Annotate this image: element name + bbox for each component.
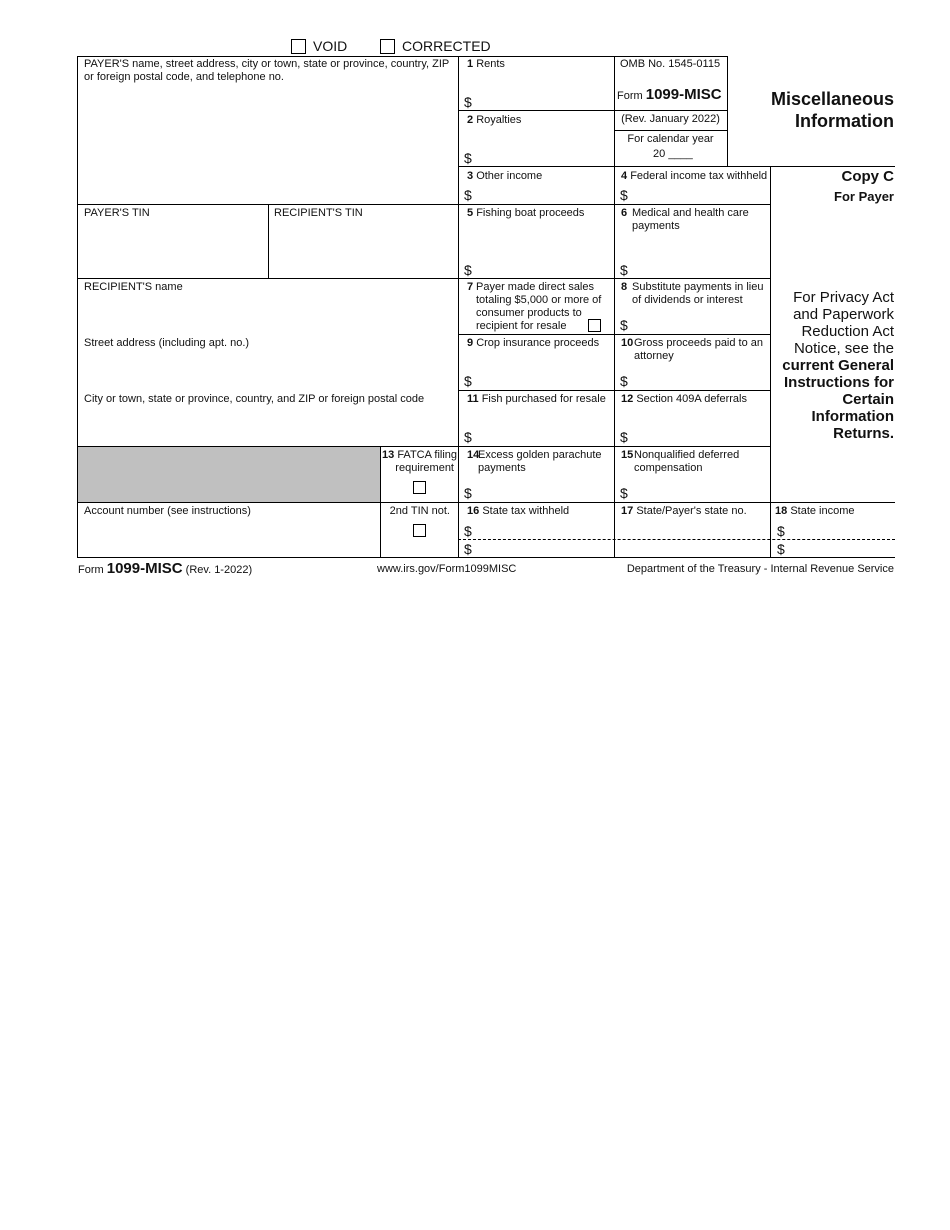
box18-label: 18 State income: [775, 505, 855, 517]
divider-v-614: [614, 56, 615, 558]
box6-dollar: $: [620, 262, 628, 278]
box16-field-2[interactable]: [476, 540, 610, 556]
account-number-label: Account number (see instructions): [84, 505, 251, 517]
recipient-tin-field[interactable]: [270, 220, 456, 276]
box8-substitute-field[interactable]: [632, 314, 766, 332]
street-address-field[interactable]: [80, 352, 456, 390]
box15-nonqualified-field[interactable]: [632, 482, 766, 500]
privacy-line-3: Reduction Act: [801, 323, 894, 340]
box6-medical-field[interactable]: [632, 258, 766, 276]
form-bottom-border: [77, 557, 895, 558]
box16-dollar-1: $: [464, 523, 472, 539]
box7-checkbox[interactable]: [588, 319, 601, 332]
footer-form-id: Form 1099-MISC (Rev. 1-2022): [78, 560, 253, 577]
box2-royalties-field[interactable]: [476, 146, 610, 164]
box2-dollar: $: [464, 150, 472, 166]
divider-v-770: [770, 166, 771, 558]
calendar-year-field[interactable]: [668, 147, 700, 162]
box16-dollar-2: $: [464, 541, 472, 557]
box5-dollar: $: [464, 262, 472, 278]
form-top-border: [77, 56, 728, 57]
omb-number: OMB No. 1545-0115: [620, 58, 721, 70]
privacy-bold-3: Certain: [842, 391, 894, 408]
payer-name-field[interactable]: [80, 86, 456, 202]
payer-tin-field[interactable]: [80, 220, 266, 276]
privacy-line-4: Notice, see the: [793, 340, 894, 357]
copy-label: Copy C: [841, 168, 894, 185]
box18-field-2[interactable]: [789, 540, 893, 556]
city-label: City or town, state or province, country, and ZIP or foreign postal code: [84, 393, 425, 405]
box5-label: 5 Fishing boat proceeds: [467, 207, 585, 219]
box5-fishing-field[interactable]: [476, 258, 610, 276]
divider-v-tin: [268, 204, 269, 279]
box15-dollar: $: [620, 485, 628, 501]
divider-h-110: [458, 110, 728, 111]
box6-label: Medical and health care payments: [632, 207, 749, 232]
box10-num: 10: [621, 337, 634, 349]
box9-crop-field[interactable]: [476, 370, 610, 388]
box1-rents-field[interactable]: [476, 90, 610, 108]
footer-url: www.irs.gov/Form1099MISC: [377, 563, 517, 575]
recipient-name-field[interactable]: [80, 296, 456, 334]
box14-num: 14: [467, 449, 480, 461]
box18-dollar-2: $: [777, 541, 785, 557]
box12-dollar: $: [620, 429, 628, 445]
box10-label: Gross proceeds paid to an attorney: [634, 337, 764, 362]
box11-dollar: $: [464, 429, 472, 445]
recipient-tin-label: RECIPIENT'S TIN: [274, 207, 363, 219]
box11-label: 11 Fish purchased for resale: [467, 393, 606, 405]
box14-dollar: $: [464, 485, 472, 501]
divider-v-458: [458, 56, 459, 558]
box12-409a-field[interactable]: [632, 426, 766, 444]
corrected-checkbox[interactable]: [380, 39, 395, 54]
box17-field-2[interactable]: [618, 540, 766, 556]
box7-label: Payer made direct sales totaling $5,000 or more of consumer products to recipient for resale: [476, 281, 602, 332]
form-rev: (Rev. January 2022): [621, 113, 720, 125]
divider-h-502: [77, 502, 895, 503]
divider-h-390: [458, 390, 770, 391]
privacy-line-2: and Paperwork: [793, 306, 894, 323]
void-label: VOID: [313, 38, 348, 54]
box1-dollar: $: [464, 94, 472, 110]
box16-label: 16 State tax withheld: [467, 505, 570, 517]
box10-dollar: $: [620, 373, 628, 389]
payer-tin-label: PAYER'S TIN: [84, 207, 150, 219]
box15-num: 15: [621, 449, 634, 461]
divider-h-130: [614, 130, 728, 131]
copy-for: For Payer: [834, 189, 894, 204]
tin2-checkbox[interactable]: [413, 524, 426, 537]
box10-attorney-field[interactable]: [632, 370, 766, 388]
box13-label: 13 FATCA filing: [382, 449, 458, 461]
box8-dollar: $: [620, 317, 628, 333]
privacy-bold-4: Information: [811, 408, 894, 425]
box16-field-1[interactable]: [476, 521, 610, 537]
void-checkbox[interactable]: [291, 39, 306, 54]
box17-label: 17 State/Payer's state no.: [621, 505, 747, 517]
footer-department: Department of the Treasury - Internal Revenue Service: [626, 563, 894, 575]
box7-num: 7: [467, 281, 474, 293]
divider-v-727: [727, 56, 728, 166]
box3-dollar: $: [464, 187, 472, 203]
shaded-area: [78, 447, 380, 502]
city-field[interactable]: [80, 408, 456, 444]
box2-label: 2 Royalties: [467, 114, 522, 126]
recipient-name-label: RECIPIENT'S name: [84, 281, 183, 293]
form-title-line1: Miscellaneous: [770, 89, 894, 109]
form-title-small: Form 1099-MISC: [617, 86, 722, 103]
box1-label: 1 Rents: [467, 58, 505, 70]
box8-label: Substitute payments in lieu of dividends or interest: [632, 281, 764, 306]
box4-label: 4 Federal income tax withheld: [621, 170, 768, 182]
box4-federal-tax-field[interactable]: [632, 185, 766, 203]
account-number-field[interactable]: [80, 520, 378, 556]
box6-num: 6: [621, 207, 628, 219]
box14-label: Excess golden parachute payments: [478, 449, 602, 474]
privacy-bold-5: Returns.: [833, 425, 894, 442]
divider-h-166: [458, 166, 895, 167]
privacy-bold-1: current General: [782, 357, 894, 374]
privacy-line-1: For Privacy Act: [793, 289, 894, 306]
box11-fish-field[interactable]: [476, 426, 610, 444]
street-address-label: Street address (including apt. no.): [84, 337, 250, 349]
divider-h-204: [77, 204, 770, 205]
box8-num: 8: [621, 281, 628, 293]
box14-golden-field[interactable]: [476, 482, 610, 500]
box4-dollar: $: [620, 187, 628, 203]
divider-h-278: [77, 278, 770, 279]
corrected-label: CORRECTED: [402, 38, 491, 54]
box9-dollar: $: [464, 373, 472, 389]
calendar-year-label: For calendar year: [627, 133, 714, 145]
fatca-checkbox[interactable]: [413, 481, 426, 494]
box3-other-income-field[interactable]: [476, 185, 610, 203]
payer-name-label: PAYER'S name, street address, city or town, state or province, country, ZIP or foreign postal code, and telephone no.: [84, 58, 450, 83]
box13-label-2: requirement: [395, 462, 454, 474]
box17-field-1[interactable]: [618, 521, 766, 537]
box18-dollar-1: $: [777, 523, 785, 539]
form-title-line2: Information: [795, 111, 894, 131]
box12-label: 12 Section 409A deferrals: [621, 393, 747, 405]
box15-label: Nonqualified deferred compensation: [634, 449, 740, 474]
box9-label: 9 Crop insurance proceeds: [467, 337, 600, 349]
privacy-bold-2: Instructions for: [783, 374, 894, 391]
box3-label: 3 Other income: [467, 170, 543, 182]
box18-field-1[interactable]: [789, 521, 893, 537]
calendar-year: 20 ____: [653, 148, 693, 160]
divider-h-334: [458, 334, 770, 335]
tin2-label: 2nd TIN not.: [389, 505, 450, 517]
